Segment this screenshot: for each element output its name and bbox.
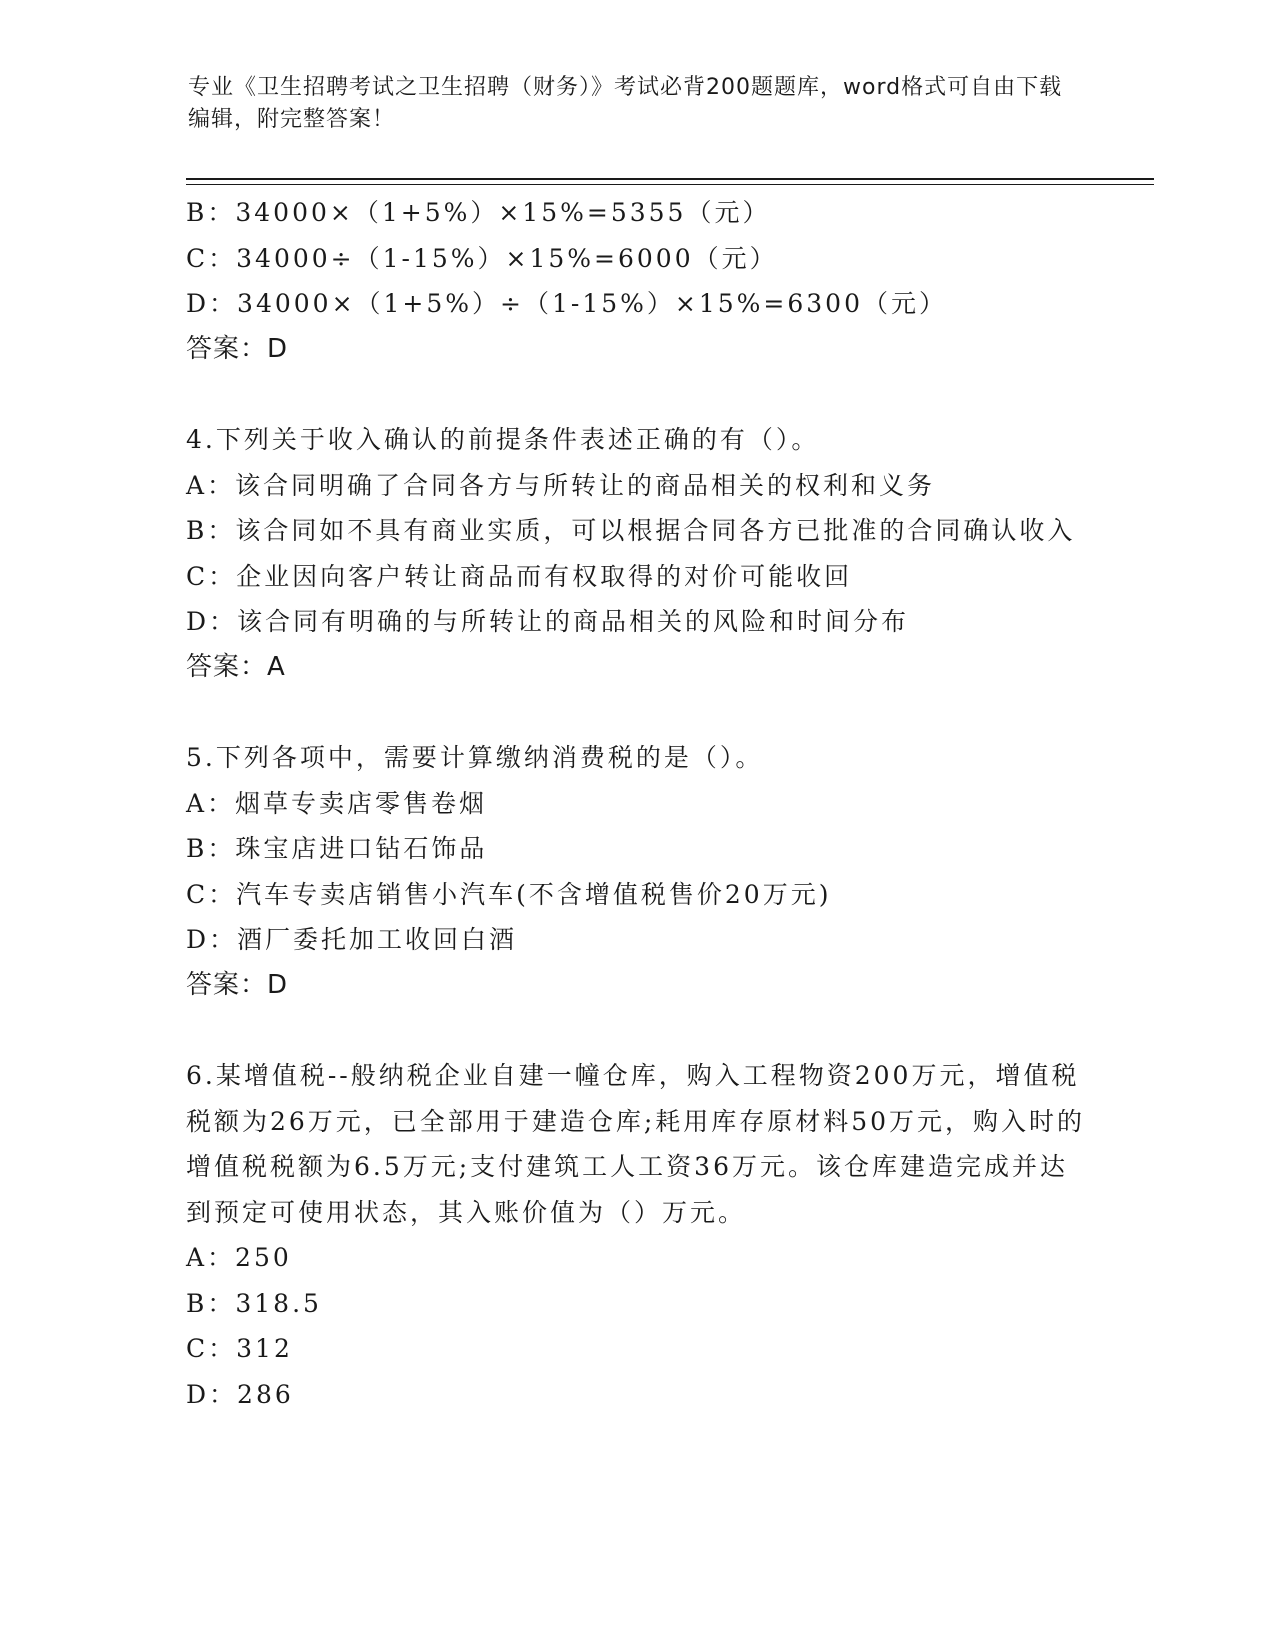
option-c: C：企业因向客户转让商品而有权取得的对价可能收回 [186, 561, 853, 591]
spacer [186, 1008, 1086, 1053]
answer: 答案：D [186, 969, 289, 1000]
header-rule-thick [186, 178, 1154, 180]
option-d: D：该合同有明确的与所转让的商品相关的风险和时间分布 [186, 607, 910, 636]
document-header: 专业《卫生招聘考试之卫生招聘（财务）》考试必背200题题库，word格式可自由下载编辑，附完整答案！ [188, 75, 1063, 132]
option-c: C：34000÷（1-15%）×15%=6000（元） [186, 243, 778, 273]
option-a: A：该合同明确了合同各方与所转让的商品相关的权利和义务 [186, 470, 936, 500]
question-3-tail [186, 190, 1086, 372]
question-4 [186, 417, 1086, 690]
option-c: C：汽车专卖店销售小汽车(不含增值税售价20万元) [186, 879, 832, 909]
option-d: D：酒厂委托加工收回白酒 [186, 925, 518, 954]
spacer [186, 372, 1086, 417]
question-5 [186, 735, 1086, 1008]
document-body [186, 190, 1086, 1417]
answer: 答案：A [186, 651, 286, 682]
header-rule-thin [186, 184, 1154, 185]
option-a: A：250 [186, 1243, 292, 1272]
answer: 答案：D [186, 333, 289, 364]
question-stem: 4.下列关于收入确认的前提条件表述正确的有（）。 [186, 425, 820, 454]
option-b: B：318.5 [186, 1288, 322, 1318]
question-stem: 5.下列各项中，需要计算缴纳消费税的是（）。 [186, 743, 764, 772]
option-a: A：烟草专卖店零售卷烟 [186, 788, 488, 818]
option-b: B：珠宝店进口钻石饰品 [186, 834, 488, 863]
option-d: D：34000×（1+5%）÷（1-15%）×15%=6300（元） [186, 289, 947, 318]
question-stem: 6.某增值税--般纳税企业自建一幢仓库，购入工程物资200万元，增值税税额为26万元，已全部用于建造仓库;耗用库存原材料50万元，购入时的增值税税额为6.5万元;支付建筑工人工资36万元。该仓库建造完成并达到预定可使用状态，其入账价值为（）万元。 [186, 1061, 1086, 1227]
question-6 [186, 1053, 1086, 1417]
option-b: B：该合同如不具有商业实质，可以根据合同各方已批准的合同确认收入 [186, 516, 1076, 545]
option-c: C：312 [186, 1334, 293, 1363]
spacer [186, 690, 1086, 735]
option-d: D：286 [186, 1379, 294, 1409]
option-b: B：34000×（1+5%）×15%=5355（元） [186, 198, 771, 227]
